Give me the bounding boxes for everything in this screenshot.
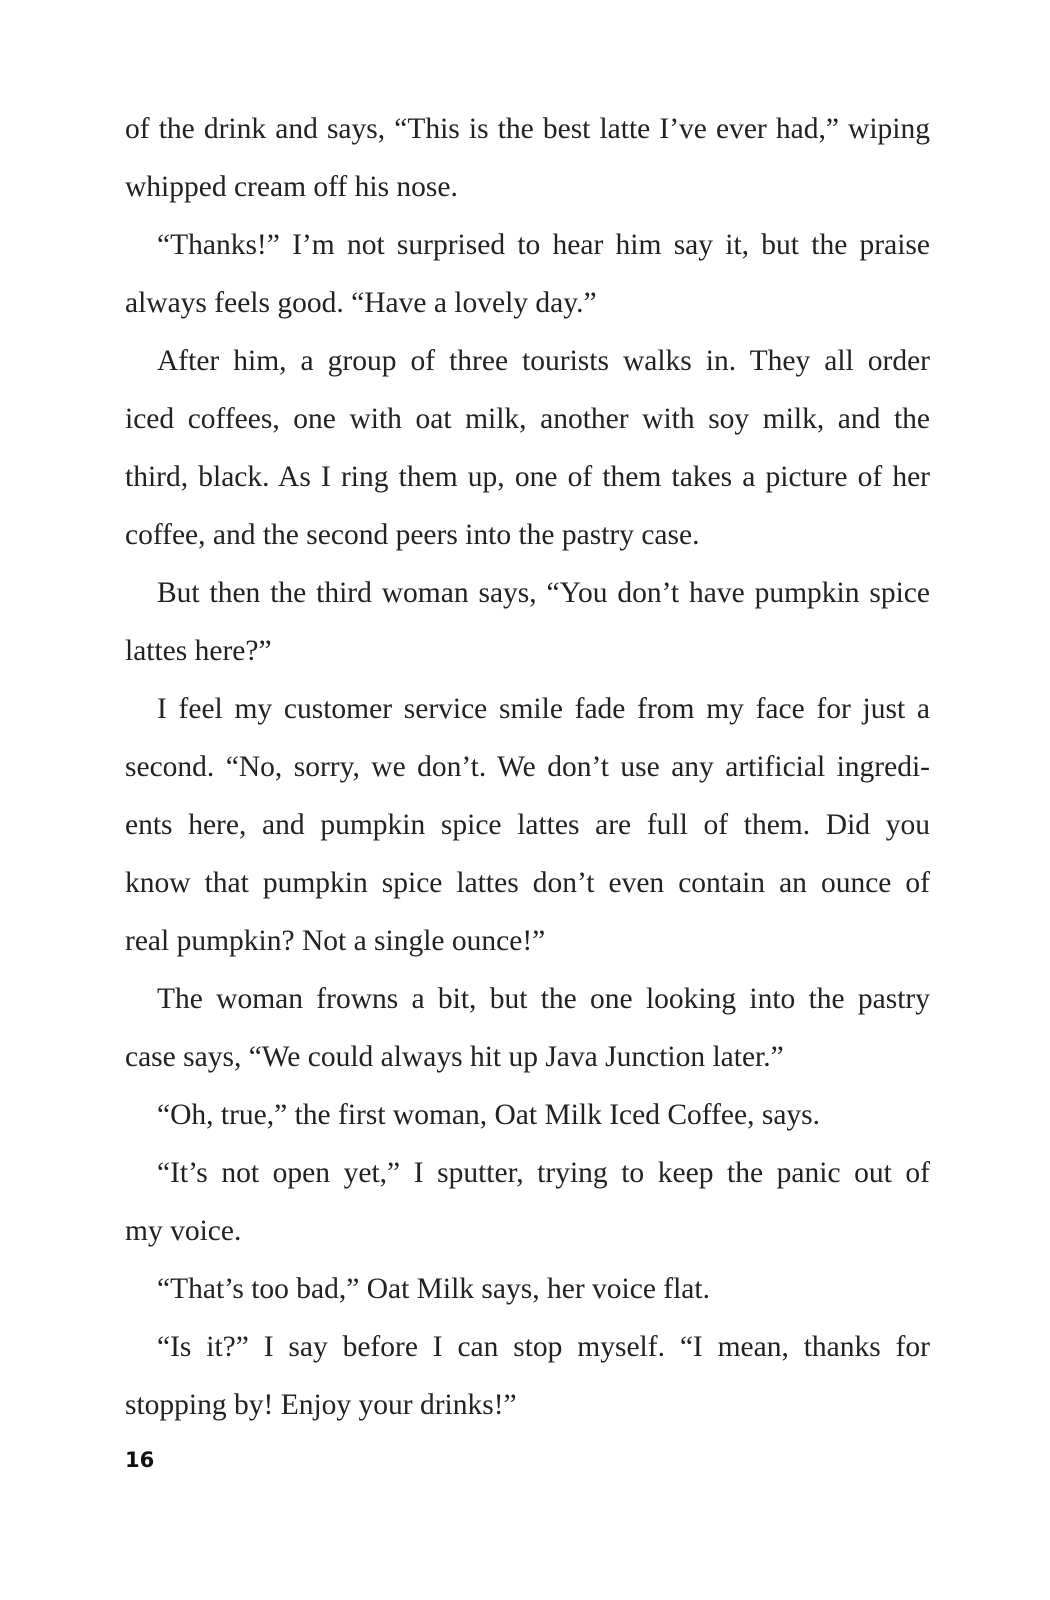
text-line: “Oh, true,” the first woman, Oat Milk Iced Coffee, says. xyxy=(157,1099,821,1131)
text-line: second. “No, sorry, we don’t. We don’t use any artificial ingredi- xyxy=(125,751,930,783)
text-line: “That’s too bad,” Oat Milk says, her voice flat. xyxy=(157,1273,710,1305)
text-line: real pumpkin? Not a single ounce!” xyxy=(125,925,546,957)
body-text xyxy=(125,100,930,1434)
text-line: of the drink and says, “This is the best latte I’ve ever had,” wiping xyxy=(125,113,930,145)
text-line: After him, a group of three tourists walks in. They all order xyxy=(157,345,930,377)
text-line: know that pumpkin spice lattes don’t even contain an ounce of xyxy=(125,867,930,899)
text-line: But then the third woman says, “You don’t have pumpkin spice xyxy=(157,577,930,609)
text-line: lattes here?” xyxy=(125,635,272,667)
text-line: my voice. xyxy=(125,1215,242,1247)
text-line: “Thanks!” I’m not surprised to hear him say it, but the praise xyxy=(157,229,930,261)
text-line: third, black. As I ring them up, one of them takes a picture of her xyxy=(125,461,930,493)
text-line: whipped cream off his nose. xyxy=(125,171,458,203)
text-line: stopping by! Enjoy your drinks!” xyxy=(125,1389,517,1421)
text-line: iced coffees, one with oat milk, another with soy milk, and the xyxy=(125,403,930,435)
text-line: “It’s not open yet,” I sputter, trying to keep the panic out of xyxy=(157,1157,930,1189)
text-line: “Is it?” I say before I can stop myself. “I mean, thanks for xyxy=(157,1331,930,1363)
text-line: coffee, and the second peers into the pastry case. xyxy=(125,519,700,551)
text-line: I feel my customer service smile fade from my face for just a xyxy=(157,693,930,725)
page-number: 16 xyxy=(125,1448,155,1472)
text-line: case says, “We could always hit up Java Junction later.” xyxy=(125,1041,784,1073)
text-line: always feels good. “Have a lovely day.” xyxy=(125,287,597,319)
text-line: The woman frowns a bit, but the one looking into the pastry xyxy=(157,983,930,1015)
text-line: ents here, and pumpkin spice lattes are full of them. Did you xyxy=(125,809,930,841)
